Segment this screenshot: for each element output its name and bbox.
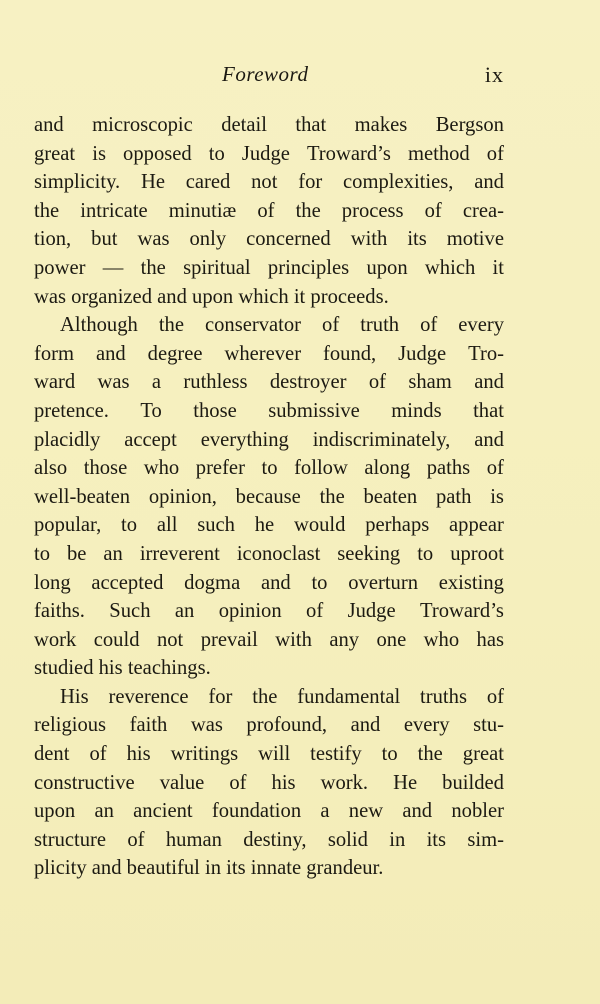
text-line: dent of his writings will testify to the great [34, 743, 504, 766]
text-line: power — the spiritual principles upon which it [34, 256, 504, 279]
text-line: Although the conservator of truth of every [60, 314, 504, 337]
running-title: Foreword [222, 62, 309, 86]
text-line: long accepted dogma and to overturn existing [34, 571, 504, 594]
text-line: and microscopic detail that makes Bergson [34, 114, 504, 136]
text-line: upon an ancient foundation a new and nobler [34, 800, 504, 823]
text-line: His reverence for the fundamental truths of [60, 685, 504, 708]
paragraph-1 [34, 111, 504, 311]
text-line: ward was a ruthless destroyer of sham and [34, 371, 504, 394]
text-line: form and degree wherever found, Judge Tro- [34, 342, 504, 365]
text-line: structure of human destiny, solid in its sim- [34, 828, 504, 851]
text-line: simplicity. He cared not for complexities, and [34, 171, 504, 194]
text-line: work could not prevail with any one who has [34, 628, 504, 651]
text-line: studied his teachings. [34, 657, 211, 680]
page-number: ix [484, 62, 504, 87]
running-head [34, 62, 504, 92]
text-line: tion, but was only concerned with its motive [34, 228, 504, 251]
text-line: religious faith was profound, and every stu- [34, 714, 504, 737]
text-line: well-beaten opinion, because the beaten path is [34, 485, 504, 508]
text-line: popular, to all such he would perhaps appear [34, 514, 504, 537]
text-line: faiths. Such an opinion of Judge Troward’s [34, 600, 504, 623]
paragraph-2 [34, 311, 504, 683]
text-line: pretence. To those submissive minds that [34, 399, 504, 422]
text-line: constructive value of his work. He builded [34, 771, 504, 794]
body-text [34, 111, 504, 883]
text-line: also those who prefer to follow along paths of [34, 457, 504, 480]
paragraph-3 [34, 683, 504, 883]
text-line: great is opposed to Judge Troward’s method of [34, 142, 504, 165]
text-line: placidly accept everything indiscriminately, and [34, 428, 504, 451]
text-line: was organized and upon which it proceeds. [34, 285, 389, 308]
text-line: the intricate minutiæ of the process of crea- [34, 199, 504, 222]
text-line: to be an irreverent iconoclast seeking to uproot [34, 542, 504, 565]
text-line: plicity and beautiful in its innate grandeur. [34, 857, 384, 880]
